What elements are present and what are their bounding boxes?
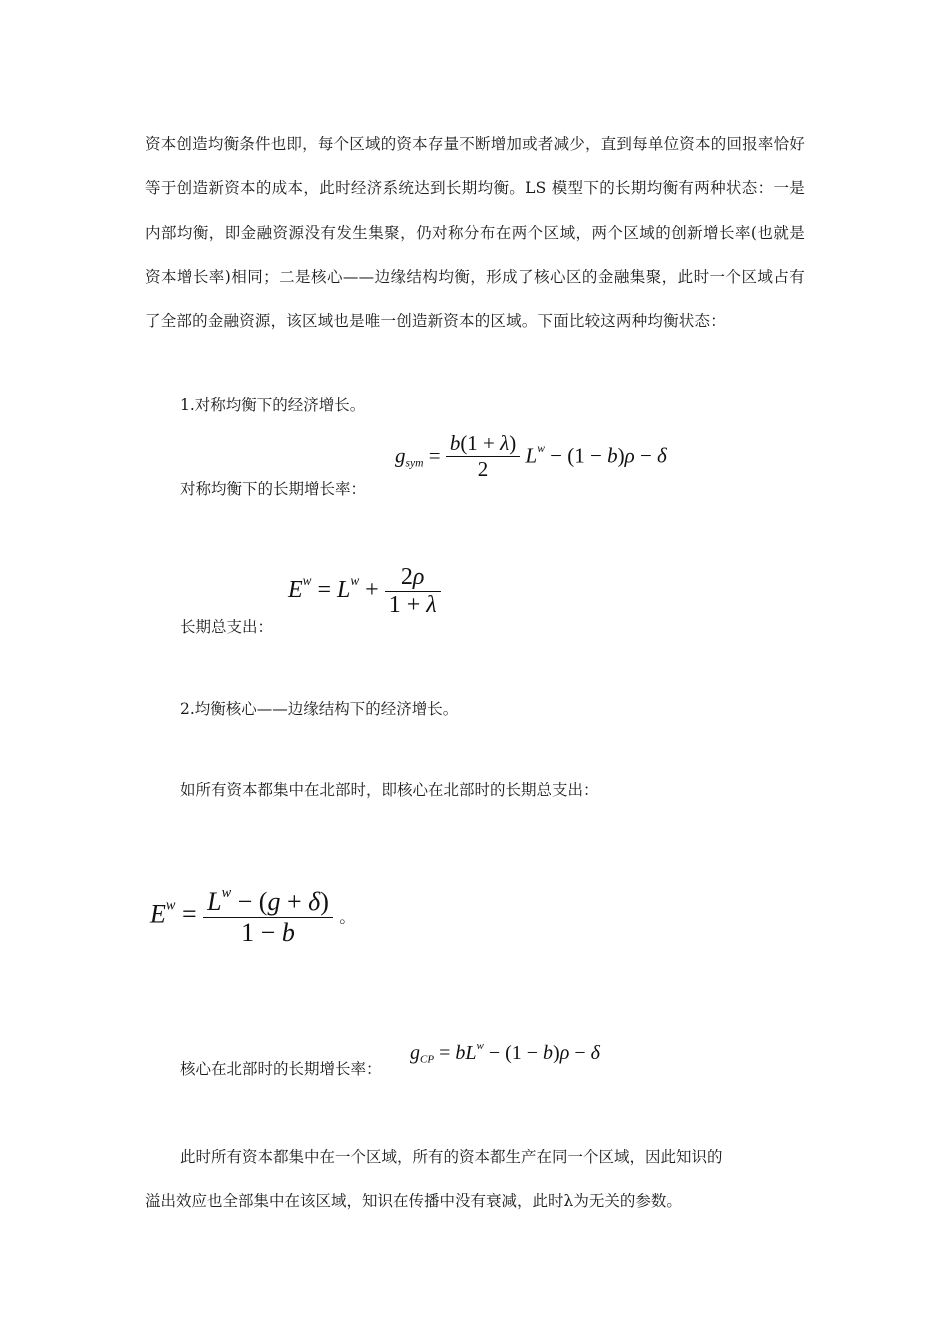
formula-end-mark: 。: [339, 907, 356, 927]
label-cp-growth: 核心在北部时的长期增长率：: [180, 1060, 382, 1078]
formula-g-sym: $g_{sym}$ = $\frac{b(1 + \lambda)}{2}$ $L^w - (1 - b)\rho - \delta$: [395, 431, 667, 481]
formula-core-expenditure: $E^w$ = $\frac{L^w - (g + \delta)}{1 - b}$ 。: [150, 885, 356, 947]
label-sym-growth: 对称均衡下的长期增长率：: [180, 480, 367, 498]
final-paragraph-line-1: 此时所有资本都集中在一个区域，所有的资本都生产在同一个区域，因此知识的: [180, 1148, 723, 1166]
intro-paragraph: [145, 122, 805, 343]
final-paragraph-line-2: 溢出效应也全部集中在该区域，知识在传播中没有衰减，此时λ为无关的参数。: [145, 1192, 682, 1210]
formula-g-cp: $g_{CP} = bL^w - (1 - b)\rho - \delta$: [410, 1040, 600, 1066]
label-total-expenditure: 长期总支出：: [180, 618, 274, 636]
section-1-heading: 1.对称均衡下的经济增长。: [180, 396, 366, 414]
paragraph-text: 资本创造均衡条件也即，每个区域的资本存量不断增加或者减少，直到每单位资本的回报率恰好等于创造新资本的成本，此时经济系统达到长期均衡。LS 模型下的长期均衡有两种状态：一是内部均衡，即金融资源没有发生集聚，仍对称分布在两个区域，两个区域的创新增长率(也就是资本增长率)相同；二是核心——边缘结构均衡，形成了核心区的金融集聚，此时一个区域占有了全部的金融资源，该区域也是唯一创造新资本的区域。下面比较这两种均衡状态：: [145, 135, 805, 331]
para-north-capital: 如所有资本都集中在北部时，即核心在北部时的长期总支出：: [180, 781, 599, 799]
section-2-heading: 2.均衡核心——边缘结构下的经济增长。: [180, 700, 459, 718]
formula-total-expenditure: $E^w = L^w$ + $\frac{2\rho}{1 + \lambda}$: [288, 564, 441, 619]
